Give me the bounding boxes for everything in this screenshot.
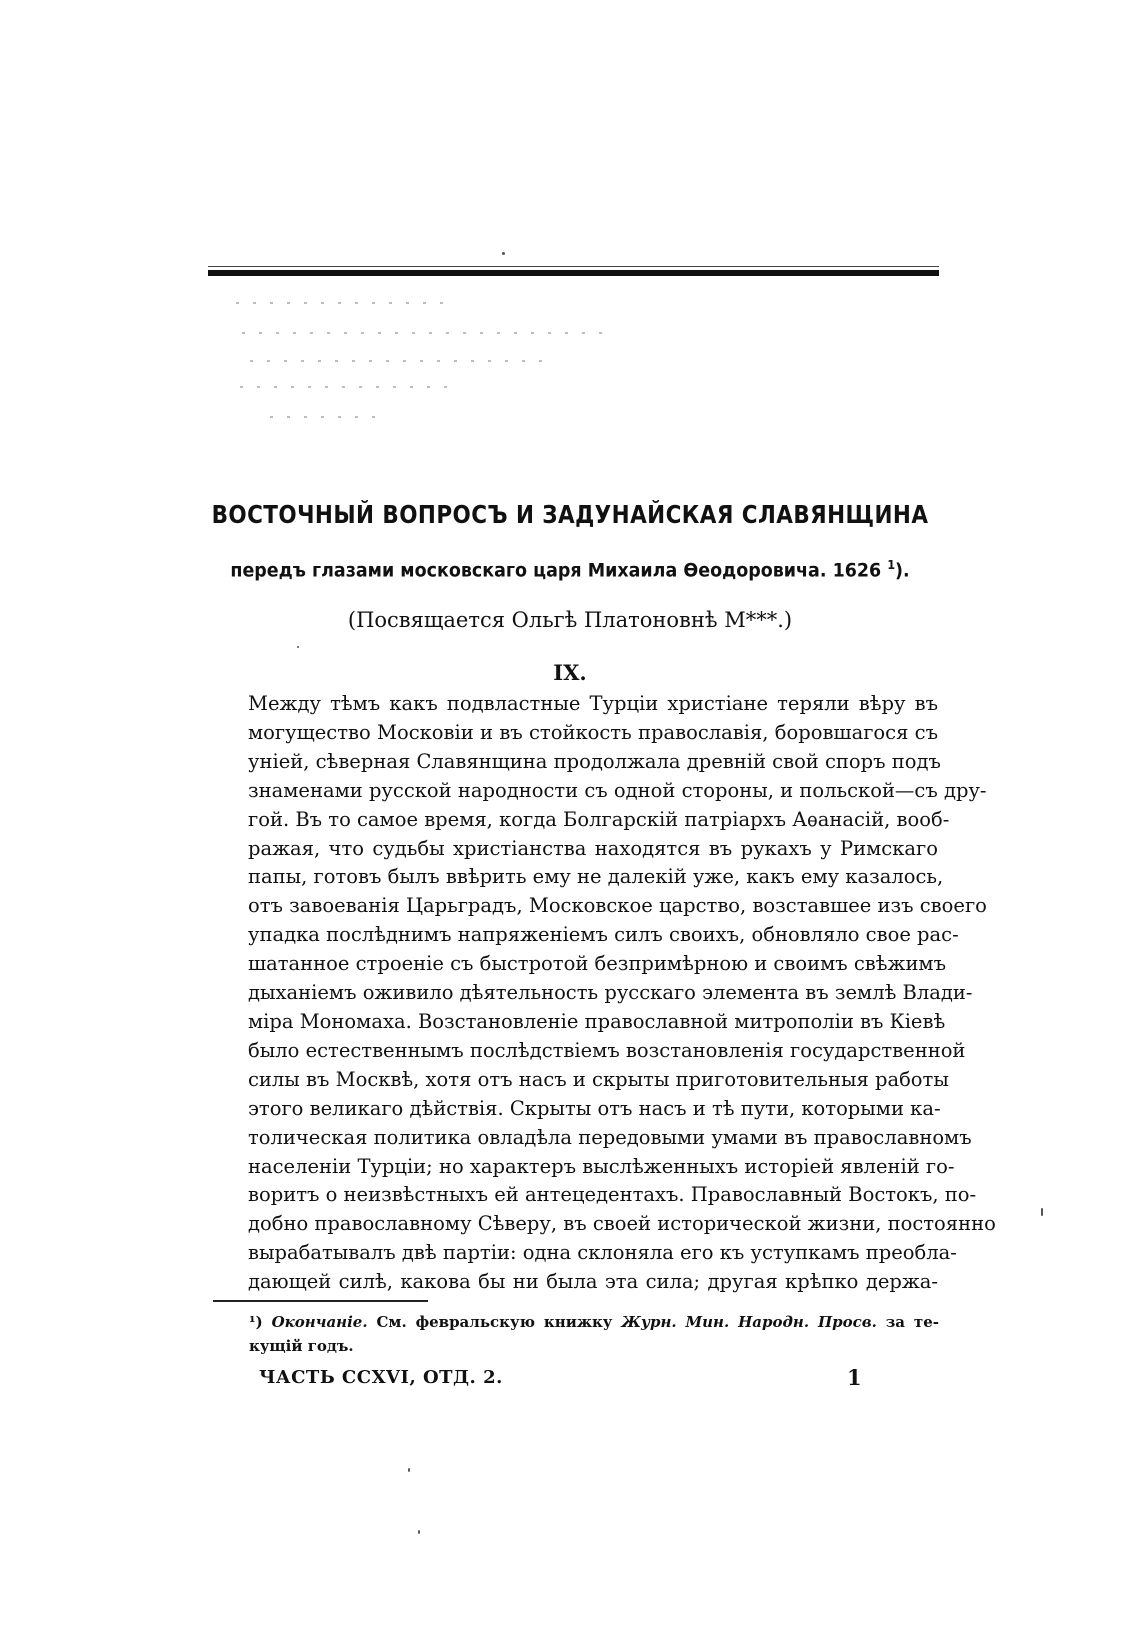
page-speck — [1041, 1208, 1043, 1216]
body-line: отъ завоеванія Царьградъ, Московское царство, возставшее изъ своего — [248, 894, 987, 918]
header-rule — [208, 270, 939, 276]
body-line: шатанное строеніе съ быстротой безпримѣрною и своимъ свѣжимъ — [248, 952, 947, 976]
subtitle-text: передъ глазами московскаго царя Михаила Ѳеодоровича. 1626 — [230, 559, 882, 582]
article-title: ВОСТОЧНЫЙ ВОПРОСЪ И ЗАДУНАЙСКАЯ СЛАВЯНЩИНА — [211, 500, 929, 529]
body-line: міра Мономаха. Возстановленіе православной митрополіи въ Кіевѣ — [248, 1009, 946, 1033]
body-line: силы въ Москвѣ, хотя отъ насъ и скрыты приготовительныя работы — [248, 1067, 949, 1091]
page-speck — [418, 1530, 420, 1534]
footnote-rule — [213, 1300, 428, 1302]
footnote-line: кущій годъ. — [249, 1337, 354, 1355]
page-speck — [502, 252, 505, 255]
body-line: папы, готовъ былъ ввѣрить ему не далекій уже, какъ ему казалось, — [248, 865, 944, 889]
footnote-label: Окончаніе. — [271, 1313, 368, 1331]
body-line: упадка послѣднимъ напряженіемъ силъ своихъ, обновляло свое рас- — [248, 923, 959, 947]
body-line: дающей силѣ, какова бы ни была эта сила; другая крѣпко держа- — [248, 1270, 938, 1294]
page-number: 1 — [847, 1365, 862, 1390]
body-line: могущество Московіи и въ стойкость православія, боровшагося съ — [248, 720, 938, 744]
header-rule-thin — [208, 266, 939, 267]
page-speck — [297, 646, 299, 648]
footnote-line — [249, 1310, 939, 1334]
footnote-text-end: за те- — [885, 1313, 939, 1331]
footnote — [249, 1310, 939, 1358]
body-line: было естественнымъ послѣдствіемъ возстановленія государственной — [248, 1038, 966, 1062]
body-line: гой. Въ то самое время, когда Болгарскій патріархъ Аѳанасій, вооб- — [248, 807, 950, 831]
body-line: толическая политика овладѣла передовыми умами въ православномъ — [248, 1125, 972, 1149]
body-line: населеніи Турціи; но характеръ выслѣженныхъ исторіей явленій го- — [248, 1154, 955, 1178]
footnote-text: См. февральскую книжку — [376, 1313, 613, 1331]
body-line: воритъ о неизвѣстныхъ ей антецедентахъ. Православный Востокъ, по- — [248, 1183, 977, 1207]
body-line: добно православному Сѣверу, въ своей исторической жизни, постоянно — [248, 1212, 996, 1236]
footer-part-label: ЧАСТЬ CCXVI, ОТД. 2. — [259, 1367, 503, 1388]
dedication: (Посвящается Ольгѣ Платоновнѣ М***.) — [347, 608, 793, 632]
faded-bleed-through-text — [236, 298, 636, 448]
body-line: этого великаго дѣйствія. Скрыты отъ насъ и тѣ пути, которыми ка- — [248, 1096, 941, 1120]
body-line: ражая, что судьбы христіанства находятся въ рукахъ у Римскаго — [248, 836, 938, 860]
body-line: Между тѣмъ какъ подвластные Турціи христіане теряли вѣру въ — [248, 692, 938, 715]
body-line: уніей, сѣверная Славянщина продолжала древній свой споръ подъ — [248, 749, 941, 773]
footnote-journal: Журн. Мин. Народн. Просв. — [621, 1313, 877, 1331]
body-paragraph — [248, 690, 996, 1297]
footnote-reference: 1 — [887, 558, 896, 572]
footnote-marker: ¹) — [249, 1313, 263, 1331]
body-line: знаменами русской народности съ одной стороны, и польской—съ дру- — [248, 778, 987, 802]
section-number: IX. — [553, 660, 587, 685]
body-line: вырабатывалъ двѣ партіи: одна склоняла его къ уступкамъ преобла- — [248, 1241, 957, 1265]
article-subtitle — [46, 558, 1095, 581]
subtitle-close: ). — [895, 559, 910, 582]
body-line: дыханіемъ оживило дѣятельность русскаго элемента въ землѣ Влади- — [248, 981, 973, 1005]
page-speck — [408, 1468, 410, 1472]
